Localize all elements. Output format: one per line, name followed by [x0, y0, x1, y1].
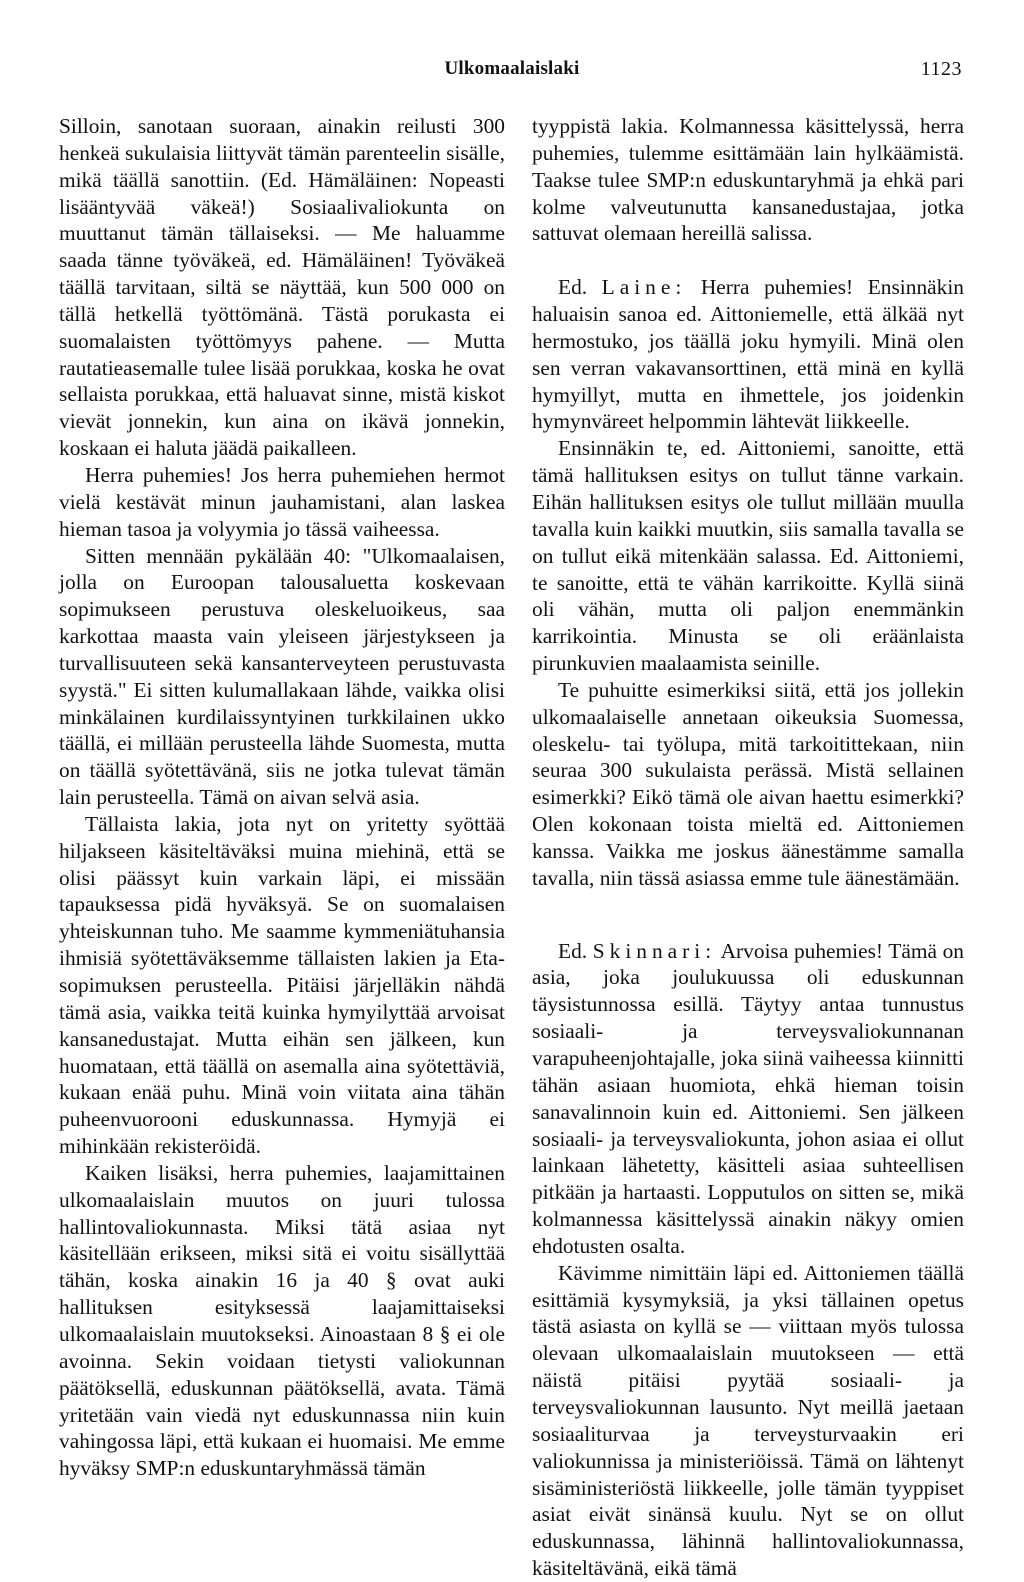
speech-laine [532, 274, 964, 435]
paragraph: Sitten mennään pykälään 40: "Ulkomaalaisen, jolla on Euroopan talousaluetta koskevaan sopimukseen perustuva oleskeluoikeus, saa karkottaa maasta vain yleiseen järjestykseen ja turvallisuuteen sekä kansanterveyteen perustuvasta syystä." Ei sitten kulumallakaan lähde, vaikka olisi minkälainen kurdilaissyntyinen turkkilainen ukko täällä, ei millään perusteella lähde Suomesta, mutta on täällä syötettävänä, siis ne jotka tulevat tämän lain perusteella. Tämä on aivan selvä asia. [59, 543, 505, 810]
left-column [59, 113, 505, 1482]
paragraph: Kävimme nimittäin läpi ed. Aittoniemen täällä esittämiä kysymyksiä, ja yksi tällainen opetus tästä asiasta on kyllä se — viittaan myös tulossa olevaan ulkomaalaislain muutokseen — että näistä pitäisi pyytää sosiaali- ja terveysvaliokunnan lausunto. Nyt meillä jaetaan sosiaaliturvaa ja terveysturvaakin eri valiokunnissa ja ministeriöissä. Tämä on lähtenyt sisäministeriöstä liikkeelle, jolle tämän tyyppiset asiat eivät sinänsä kuulu. Nyt se on ollut eduskunnassa, lähinnä hallintovaliokunnassa, käsiteltävänä, eikä tämä [532, 1260, 964, 1581]
running-title: Ulkomaalaislaki [444, 58, 580, 79]
speaker-name: Laine: [601, 275, 687, 300]
paragraph: Ensinnäkin te, ed. Aittoniemi, sanoitte, että tämä hallituksen esitys on tullut tänne varkain. Eihän hallituksen esitys ole tullut millään muulla tavalla kuin kaikki muutkin, siis samalla tavalla se on tullut eikä mitenkään salassa. Ed. Aittoniemi, te sanoitte, että te vähän karrikoitte. Kyllä siinä oli vähän, mutta oli paljon enemmänkin karrikointia. Minusta se oli eräänlaista pirunkuvien maalaamista seinille. [532, 436, 964, 676]
speaker-name: Skinnari: [592, 938, 717, 963]
speech-skinnari [532, 938, 964, 1260]
page-number: 1123 [920, 58, 962, 80]
right-column [532, 113, 964, 1582]
paragraph: Silloin, sanotaan suoraan, ainakin reilusti 300 henkeä sukulaisia liittyvät tämän parenteelin sisälle, mikä täällä sanottiin. (Ed. Hämäläinen: Nopeasti lisääntyvää väkeä!) Sosiaalivaliokunta on muuttanut tämän tällaiseksi. — Me haluamme saada tänne työväkeä, ed. Hämäläinen! Työväkeä täällä tarvitaan, siltä se näyttää, kun 500 000 on tällä hetkellä työttömänä. Tästä porukasta ei suomalaisten työttömyys pahene. — Mutta rautatieasemalle tulee lisää porukkaa, koska he ovat sellaista porukkaa, että haluavat sinne, mistä kiskot vievät jonnekin, kun aina on ikävä jonnekin, koskaan ei haluta jäädä paikalleen. [59, 114, 505, 461]
paragraph: tyyppistä lakia. Kolmannessa käsittelyssä, herra puhemies, tulemme esittämään lain hylkäämistä. Taakse tulee SMP:n eduskuntaryhmä ja ehkä pari kolme valveutunutta kansanedustajaa, jotka sattuvat olemaan hereillä salissa. [532, 114, 964, 246]
speaker-prefix: Ed. [558, 275, 588, 300]
speech-text: Arvoisa puhemies! Tämä on asia, joka joulukuussa oli eduskunnan täysistunnossa esillä. Täytyy antaa tunnustus sosiaali- ja terveysvaliokunnanan varapuheenjohtajalle, joka siinä vaiheessa kiinnitti tähän asiaan huomiota, ehkä hieman toisin sanavalinnoin kuin ed. Aittoniemi. Sen jälkeen sosiaali- ja terveysvaliokunta, johon asiaa ei ollut lainkaan lähetetty, käsitteli asiaa suhteellisen pitkään ja hartaasti. Lopputulos on sitten se, mikä kolmannessa käsittelyssä ainakin näkyy omien ehdotusten osalta. [532, 938, 964, 1258]
speaker-prefix: Ed. [558, 938, 588, 963]
paragraph: Kaiken lisäksi, herra puhemies, laajamittainen ulkomaalaislain muutos on juuri tulossa hallintovaliokunnasta. Miksi tätä asiaa nyt käsitellään erikseen, miksi sitä ei voitu sisällyttää tähän, koska ainakin 16 ja 40 § ovat auki hallituksen esityksessä laajamittaiseksi ulkomaalaislain muutokseksi. Ainoastaan 8 § ei ole avoinna. Sekin voidaan tietysti valiokunnan päätöksellä, eduskunnan päätöksellä, avata. Tämä yritetään vain viedä nyt eduskunnassa niin kuin vahingossa läpi, että kukaan ei huomaisi. Me emme hyväksy SMP:n eduskuntaryhmässä tämän [59, 1160, 505, 1481]
paragraph: Herra puhemies! Jos herra puhemiehen hermot vielä kestävät minun jauhamistani, alan laskea hieman tasoa ja volyymia jo tässä vaiheessa. [59, 462, 505, 541]
paragraph: Tällaista lakia, jota nyt on yritetty syöttää hiljakseen käsiteltäväksi muina miehinä, että se olisi päässyt kuin varkain läpi, ei missään tapauksessa pidä hyväksyä. Se on suomalaisen yhteiskunnan tuho. Me saamme kymmeniätuhansia ihmisiä syötettäväksemme tällaisten lakien ja Eta-sopimuksen perusteella. Pitäisi järjelläkin nähdä tämä asia, vaikka teitä kuinka hymyilyttää arvoisat kansanedustajat. Mutta eihän sen jälkeen, kun huomataan, että täällä on asemalla aina syötettäviä, kukaan enää puhu. Minä voin viitata aina tähän puheenvuorooni eduskunnassa. Hymyjä ei mihinkään rekisteröidä. [59, 811, 505, 1159]
speech-text: Herra puhemies! Ensinnäkin haluaisin sanoa ed. Aittoniemelle, että älkää nyt hermostuko, jos täällä joku hymyili. Minä olen sen verran vakavansorttinen, että minä en kyllä hymyillyt, mutta en ihmettele, jos joidenkin hymynväreet helpommin lähtevät liikkeelle. [532, 275, 964, 434]
paragraph: Te puhuitte esimerkiksi siitä, että jos jollekin ulkomaalaiselle annetaan oikeuksia Suomessa, oleskelu- tai työlupa, mitä tarkoitittekaan, niin seuraa 300 sukulaista perässä. Mistä sellainen esimerkki? Eikö tämä ole aivan haettu esimerkki? Olen kokonaan toista mieltä ed. Aittoniemen kanssa. Vaikka me joskus äänestämme samalla tavalla, niin tässä asiassa emme tule äänestämään. [532, 677, 964, 890]
